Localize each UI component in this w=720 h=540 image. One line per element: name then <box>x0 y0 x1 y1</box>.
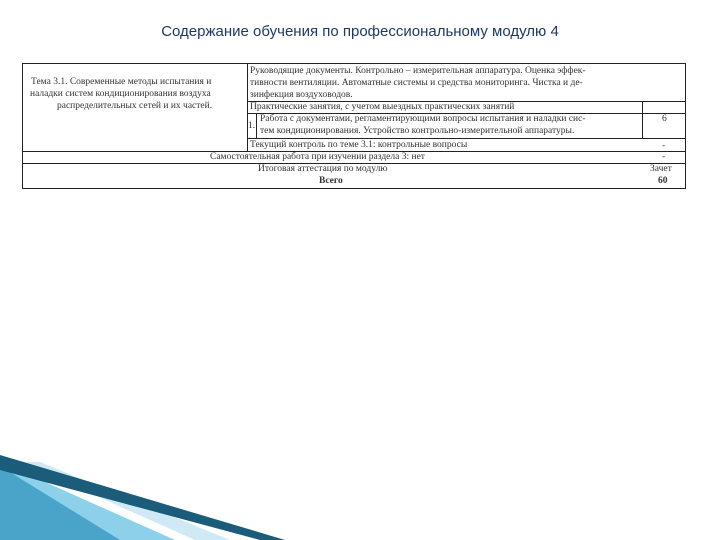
self-study-value: - <box>662 152 666 162</box>
practical-item-line-2: тем кондиционирования. Устройство контрольно-измерительной аппаратуры. <box>260 126 575 136</box>
topic-line-3: распределительных сетей и их частей. <box>57 101 213 111</box>
content-line-2: тивности вентиляции. Автоматные системы и средства мониторинга. Чистка и де- <box>250 78 583 88</box>
total-value: 60 <box>658 176 668 186</box>
final-attestation-value: Зачет <box>650 164 672 174</box>
topic-line-2: наладки систем кондиционирования воздуха <box>30 89 211 99</box>
current-control-text: Текущий контроль по теме 3.1: контрольные вопросы <box>250 140 468 150</box>
self-study-text: Самостоятельная работа при изучении раздела 3: нет <box>210 152 425 162</box>
topic-line-1: Тема 3.1. Современные методы испытания и <box>31 77 212 87</box>
practical-item-number: 1. <box>248 121 256 131</box>
total-text: Всего <box>319 176 343 186</box>
practical-item-line-1: Работа с документами, регламентирующими вопросы испытания и наладки сис- <box>260 114 586 124</box>
practical-header: Практические занятия, с учетом выездных практических занятий <box>250 102 515 112</box>
final-attestation-text: Итоговая аттестация по модулю <box>258 164 388 174</box>
slide-title: Содержание обучения по профессиональному модулю 4 <box>161 23 559 40</box>
content-line-3: зинфекция воздуховодов. <box>250 90 353 100</box>
practical-item-hours: 6 <box>662 114 667 124</box>
content-line-1: Руководящие документы. Контрольно – измерительная аппаратура. Оценка эффек- <box>250 66 586 76</box>
current-control-value: - <box>662 141 666 151</box>
